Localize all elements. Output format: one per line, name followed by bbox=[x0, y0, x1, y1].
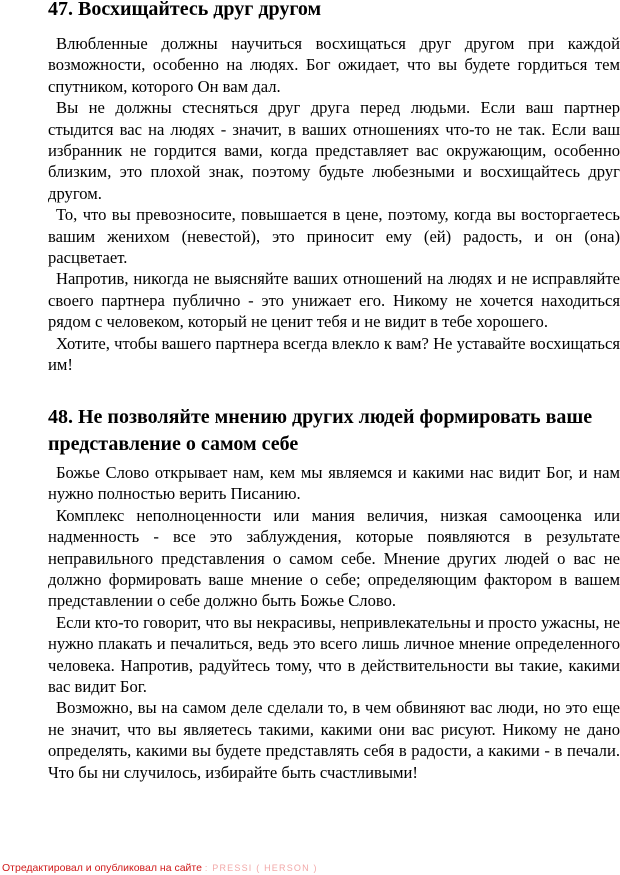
paragraph: Божье Слово открывает нам, кем мы являемся и какими нас видит Бог, и нам нужно полностью верить Писанию. bbox=[48, 463, 620, 504]
paragraph: Комплекс неполноценности или мания величия, низкая самооценка или надменность - все это заблуждения, которые появляются в результате неправильного представления о самом себе. Мнение других людей о вас не должно формировать ваше мнение о себе; определяющим фактором в вашем представлении о себе должно быть Божье Слово. bbox=[48, 505, 620, 611]
section-47-title: 47. Восхищайтесь друг другом bbox=[48, 0, 322, 20]
section-48-title: 48. Не позволяйте мнению других людей формировать ваше представление о самом себе bbox=[48, 406, 593, 455]
footer-note: Отредактировал и опубликовал на сайте bbox=[2, 862, 202, 874]
paragraph: Влюбленные должны научиться восхищаться друг другом при каждой возможности, особенно на людях. Бог ожидает, что вы будете гордиться тем спутником, которого Он вам дал. bbox=[48, 34, 620, 96]
section-47-body bbox=[48, 33, 620, 376]
paragraph: Напротив, никогда не выясняйте ваших отношений на людях и не исправляйте своего партнера публично - это унижает его. Никому не хочется находиться рядом с человеком, который не ценит тебя и не видит в тебе хорошего. bbox=[48, 269, 620, 332]
paragraph: Если кто-то говорит, что вы некрасивы, непривлекательны и просто ужасны, не нужно плакать и печалиться, ведь это всего лишь личное мнение определенного человека. Напротив, радуйтесь тому, что в действительности вы такие, какими вас видит Бог. bbox=[48, 612, 620, 697]
footer-site-link[interactable]: : PRESSI ( HERSON ) bbox=[204, 863, 318, 873]
paragraph: Возможно, вы на самом деле сделали то, в чем обвиняют вас люди, но это еще не значит, что вы являетесь такими, какими они вас рисуют. Никому не дано определять, какими вы будете представлять себя в радости, а какими - в печали. Что бы ни случилось, избирайте быть счастливыми! bbox=[48, 698, 620, 782]
section-48-body bbox=[48, 462, 620, 783]
paragraph: Хотите, чтобы вашего партнера всегда влекло к вам? Не уставайте восхищаться им! bbox=[48, 333, 620, 375]
paragraph: Вы не должны стесняться друг друга перед людьми. Если ваш партнер стыдится вас на людях - значит, в ваших отношениях что-то не так. Если ваш избранник не гордится вами, когда представляет вас окружающим, особенно близким, это плохой знак, поэтому будьте любезными и восхищайтесь друг другом. bbox=[48, 98, 620, 203]
paragraph: То, что вы превозносите, повышается в цене, поэтому, когда вы восторгаетесь вашим женихом (невестой), это приносит ему (ей) радость, и он (она) расцветает. bbox=[48, 205, 620, 268]
footer-credit bbox=[2, 862, 318, 874]
